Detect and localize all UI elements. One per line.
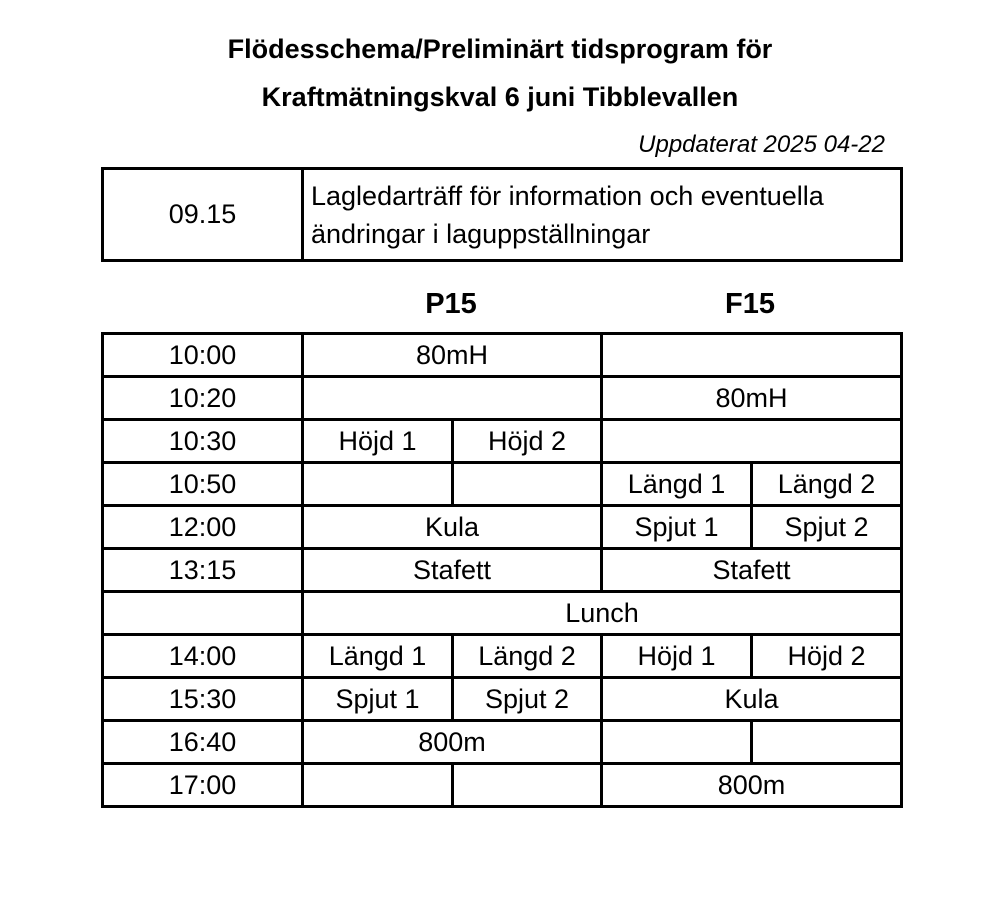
f15-event-cell: 80mH: [602, 377, 902, 420]
f15-event-cell-b: Längd 2: [752, 463, 902, 506]
p15-event-cell: Kula: [303, 506, 602, 549]
time-cell: 12:00: [103, 506, 303, 549]
p15-event-cell-a: [303, 764, 453, 807]
p15-event-cell-b: Längd 2: [453, 635, 602, 678]
updated-date: Uppdaterat 2025 04-22: [638, 131, 885, 158]
time-cell: 15:30: [103, 678, 303, 721]
header-f15: F15: [725, 288, 775, 320]
schedule-table: [101, 332, 903, 808]
table-row: [103, 463, 902, 506]
info-line-1: Lagledarträff för information och eventuella: [311, 180, 824, 211]
f15-event-cell-b: Spjut 2: [752, 506, 902, 549]
table-row: [103, 592, 902, 635]
table-row: [103, 721, 902, 764]
time-cell: 14:00: [103, 635, 303, 678]
f15-event-cell-b: Höjd 2: [752, 635, 902, 678]
p15-event-cell-a: Höjd 1: [303, 420, 453, 463]
p15-event-cell-b: [453, 463, 602, 506]
f15-event-cell: Kula: [602, 678, 902, 721]
info-row: [103, 169, 902, 261]
table-row: [103, 678, 902, 721]
table-row: [103, 377, 902, 420]
p15-event-cell: [303, 377, 602, 420]
header-p15: P15: [425, 288, 477, 320]
p15-event-cell-a: Längd 1: [303, 635, 453, 678]
f15-event-cell-a: Längd 1: [602, 463, 752, 506]
time-cell: 16:40: [103, 721, 303, 764]
time-cell: [103, 592, 303, 635]
time-cell: 10:30: [103, 420, 303, 463]
table-row: [103, 420, 902, 463]
info-time: 09.15: [103, 169, 303, 261]
f15-event-cell: [602, 334, 902, 377]
document-title-line-1: Flödesschema/Preliminärt tidsprogram för: [227, 34, 773, 64]
p15-event-cell: Stafett: [303, 549, 602, 592]
f15-event-cell: Stafett: [602, 549, 902, 592]
p15-event-cell-a: [303, 463, 453, 506]
time-cell: 13:15: [103, 549, 303, 592]
info-line-2: ändringar i laguppställningar: [311, 218, 651, 249]
table-row: [103, 764, 902, 807]
table-row: [103, 506, 902, 549]
p15-event-cell-a: Spjut 1: [303, 678, 453, 721]
p15-event-cell: 800m: [303, 721, 602, 764]
time-cell: 10:20: [103, 377, 303, 420]
f15-event-cell-a: [602, 721, 752, 764]
p15-event-cell-b: Höjd 2: [453, 420, 602, 463]
f15-event-cell: 800m: [602, 764, 902, 807]
p15-event-cell-b: [453, 764, 602, 807]
p15-event-cell-b: Spjut 2: [453, 678, 602, 721]
document-title-line-2: Kraftmätningskval 6 juni Tibblevallen: [261, 82, 739, 112]
p15-event-cell: 80mH: [303, 334, 602, 377]
f15-event-cell: [602, 420, 902, 463]
time-cell: 10:50: [103, 463, 303, 506]
time-cell: 17:00: [103, 764, 303, 807]
f15-event-cell-b: [752, 721, 902, 764]
table-row: [103, 334, 902, 377]
table-row: [103, 549, 902, 592]
f15-event-cell-a: Spjut 1: [602, 506, 752, 549]
info-table: [101, 167, 903, 262]
f15-event-cell-a: Höjd 1: [602, 635, 752, 678]
info-description: [303, 169, 902, 261]
time-cell: 10:00: [103, 334, 303, 377]
table-row: [103, 635, 902, 678]
lunch-cell: Lunch: [303, 592, 902, 635]
